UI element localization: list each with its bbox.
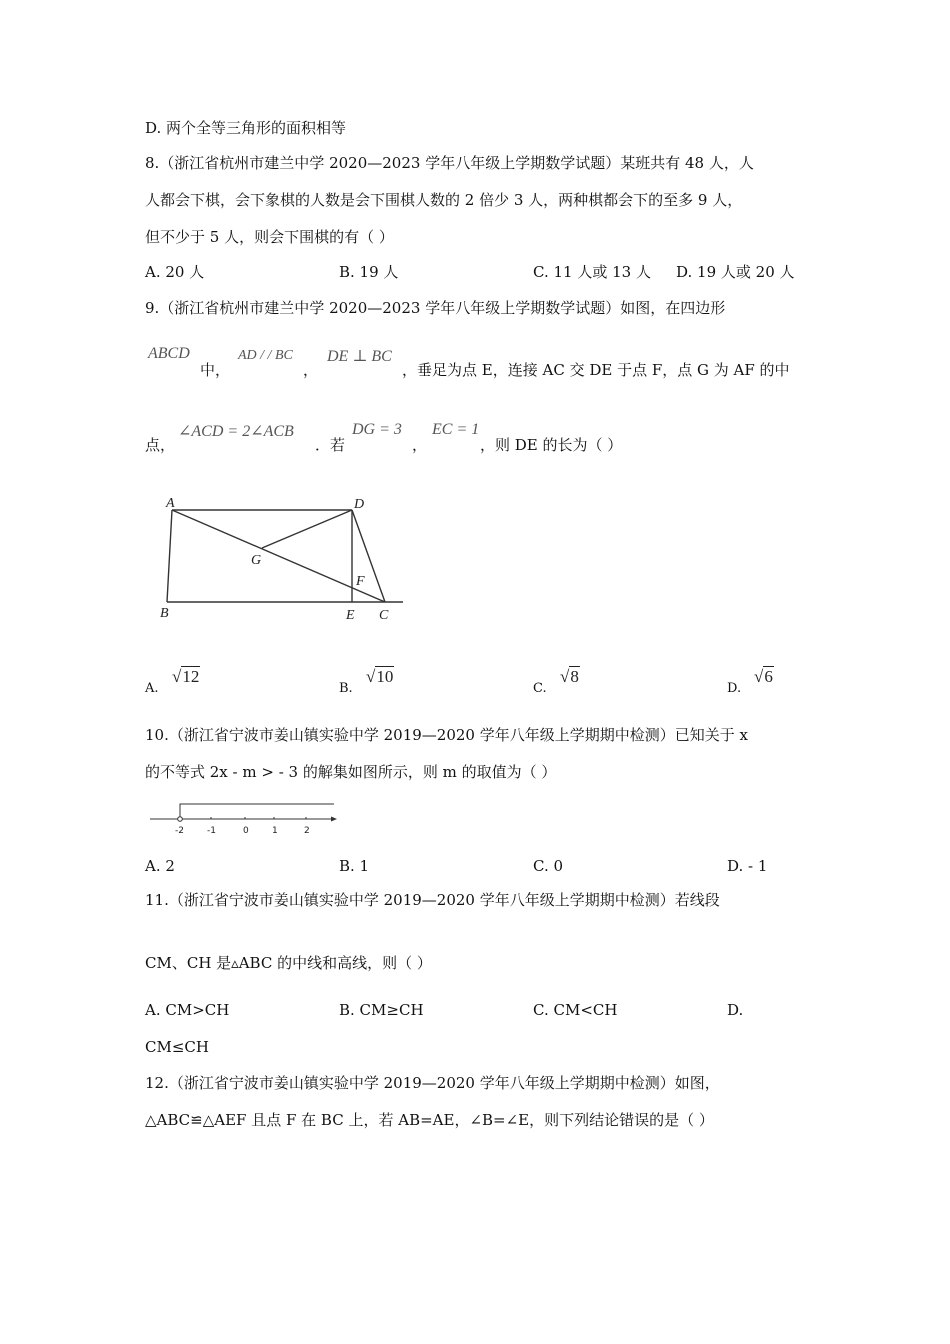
q9-math-angle: ∠ACD = 2∠ACB: [178, 423, 294, 440]
label-a: A: [166, 496, 175, 511]
q11-option-b: B. CM≥CH: [339, 1001, 424, 1019]
q10-stem-line1: 10.（浙江省宁波市姜山镇实验中学 2019—2020 学年八年级上学期期中检测）已知关于 x: [145, 726, 748, 744]
q11-option-d-value: CM≤CH: [145, 1038, 209, 1056]
label-f: F: [356, 574, 365, 589]
label-d: D: [354, 497, 365, 512]
label-c: C: [379, 608, 389, 623]
q12-stem-line1: 12.（浙江省宁波市姜山镇实验中学 2019—2020 学年八年级上学期期中检测）如图，: [145, 1074, 720, 1092]
q11-option-c: C. CM<CH: [533, 1001, 618, 1019]
q9-math-perp: DE ⊥ BC: [327, 348, 392, 365]
q9-comma-1: ，: [303, 361, 319, 379]
label-e: E: [346, 608, 355, 623]
q8-option-b: B. 19 人: [339, 263, 399, 281]
q10-option-b: B. 1: [339, 857, 370, 875]
q8-option-a: A. 20 人: [145, 263, 205, 281]
open-point-icon: [178, 817, 183, 822]
tick-label: 1: [272, 826, 278, 836]
q9-option-d-letter: D.: [727, 681, 742, 696]
q9-option-b-value: √10: [366, 667, 394, 686]
q9-math-ec: EC = 1: [432, 421, 480, 438]
q10-option-d: D. - 1: [727, 857, 768, 875]
q8-stem-line3: 但不少于 5 人，则会下围棋的有（ ）: [145, 228, 394, 246]
q9-comma-2: ，: [412, 436, 428, 454]
tick-label: -1: [207, 826, 216, 836]
q9-math-abcd: ABCD: [148, 345, 190, 362]
q10-number-line: [145, 798, 345, 840]
label-b: B: [160, 606, 169, 621]
tick-label: 2: [304, 826, 310, 836]
q9-option-a-value: √12: [172, 667, 200, 686]
q12-stem-line2: △ABC≌△AEF 且点 F 在 BC 上，若 AB=AE，∠B=∠E，则下列结论错误的是（ ）: [145, 1111, 714, 1129]
radicand: 8: [570, 667, 579, 686]
q9-stem-line3-rest: ，则 DE 的长为（ ）: [480, 436, 623, 454]
arrow-right-icon: [331, 817, 337, 822]
q10-option-c: C. 0: [533, 857, 564, 875]
radicand: 10: [376, 667, 394, 686]
q9-stem-line1: 9.（浙江省杭州市建兰中学 2020—2023 学年八年级上学期数学试题）如图，在四边形: [145, 299, 726, 317]
q9-option-b-letter: B.: [339, 681, 353, 696]
q9-math-dg: DG = 3: [352, 421, 402, 438]
q9-geometry-figure: [140, 485, 420, 630]
tick-label: -2: [175, 826, 184, 836]
q11-stem-line1: 11.（浙江省宁波市姜山镇实验中学 2019—2020 学年八年级上学期期中检测）若线段: [145, 891, 720, 909]
q10-stem-line2: 的不等式 2x - m > - 3 的解集如图所示，则 m 的取值为（ ）: [145, 763, 557, 781]
q8-stem-line1: 8.（浙江省杭州市建兰中学 2020—2023 学年八年级上学期数学试题）某班共有 48 人，人: [145, 154, 754, 172]
q9-option-c-value: √8: [560, 667, 579, 686]
q9-text-ruo: ．若: [315, 436, 346, 454]
q9-option-a-letter: A.: [145, 681, 159, 696]
q8-stem-line2: 人都会下棋，会下象棋的人数是会下围棋人数的 2 倍少 3 人，两种棋都会下的至多 9 人，: [145, 191, 743, 209]
q11-stem-line2: CM、CH 是▵ABC 的中线和高线，则（ ）: [145, 954, 432, 972]
q9-option-c-letter: C.: [533, 681, 547, 696]
q7-option-d: D. 两个全等三角形的面积相等: [145, 119, 347, 137]
q8-option-d: D. 19 人或 20 人: [676, 263, 795, 281]
q9-math-parallel: AD / / BC: [238, 348, 293, 363]
q9-text-zhong: 中，: [200, 361, 231, 379]
q11-option-d: D.: [727, 1001, 744, 1019]
q11-option-a: A. CM>CH: [145, 1001, 230, 1019]
q8-option-c: C. 11 人或 13 人: [533, 263, 651, 281]
label-g: G: [251, 553, 262, 568]
radicand: 6: [764, 667, 773, 686]
tick-label: 0: [243, 826, 249, 836]
q9-option-d-value: √6: [754, 667, 773, 686]
q9-text-dian: 点，: [145, 436, 176, 454]
q10-option-a: A. 2: [145, 857, 175, 875]
q9-stem-line2-rest: ，垂足为点 E，连接 AC 交 DE 于点 F，点 G 为 AF 的中: [402, 361, 790, 379]
radicand: 12: [182, 667, 200, 686]
